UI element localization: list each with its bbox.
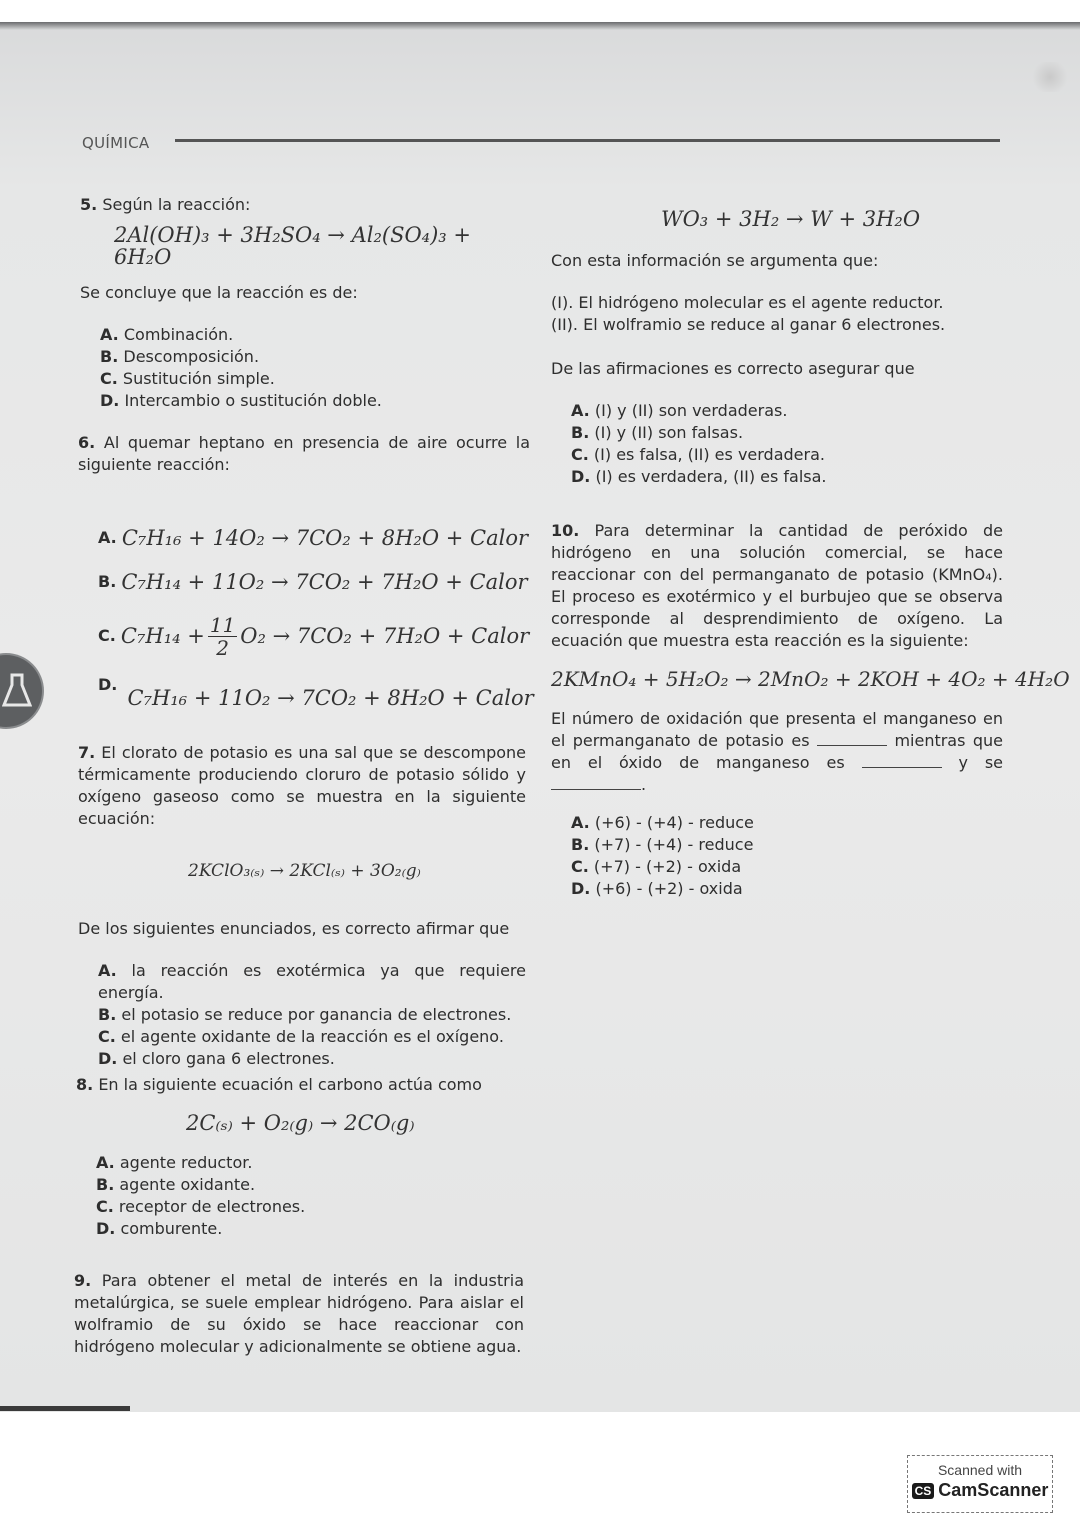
q7-option-b[interactable]: B. el potasio se reduce por ganancia de electrones. [98, 1005, 512, 1024]
q9-equation: WO₃ + 3H₂ → W + 3H₂O [661, 207, 921, 231]
q5-conclusion: Se concluye que la reacción es de: [80, 283, 358, 302]
q5-option-a[interactable]: A. Combinación. [100, 325, 234, 344]
q9-option-c[interactable]: C. (I) es falsa, (II) es verdadera. [571, 445, 825, 464]
q6-option-a[interactable]: A. C₇H₁₆ + 14O₂ → 7CO₂ + 8H₂O + Calor [98, 526, 528, 550]
q7-option-a[interactable]: A. la reacción es exotérmica ya que requiere energía. [98, 961, 526, 1002]
q8-option-c[interactable]: C. receptor de electrones. [96, 1197, 306, 1216]
corner-stain [1030, 62, 1070, 92]
q9-option-b[interactable]: B. (I) y (II) son falsas. [571, 423, 744, 442]
q5-option-b[interactable]: B. Descomposición. [100, 347, 260, 366]
paper-edge-shadow [0, 22, 1080, 30]
q6-option-c[interactable]: C. C₇H₁₄ + $\frac{11}{2}$ O₂ → 7CO₂ + 7H₂O + Calor [98, 612, 530, 660]
q10-fill-sentence: El número de oxidación que presenta el manganeso en el permanganato de potasio es mientras que en el óxido de manganeso es y se . [551, 709, 1004, 794]
bottom-edge-bar [0, 1406, 130, 1411]
q7-equation: 2KClO₃₍ₛ₎ → 2KCl₍ₛ₎ + 3O₂₍g₎ [188, 861, 421, 881]
camscanner-watermark [907, 1455, 1053, 1513]
q6-options [98, 516, 538, 718]
q9-option-a[interactable]: A. (I) y (II) son verdaderas. [571, 401, 788, 420]
q5-stem: Según la reacción: [102, 195, 251, 214]
q7-options [98, 960, 526, 1070]
watermark-brand: CamScanner [938, 1480, 1049, 1500]
q6-option-b[interactable]: B. C₇H₁₄ + 11O₂ → 7CO₂ + 7H₂O + Calor [98, 570, 528, 594]
q5-option-c[interactable]: C. Sustitución simple. [100, 369, 275, 388]
q10-number: 10. [551, 521, 580, 540]
q8-option-d[interactable]: D. comburente. [96, 1219, 223, 1238]
q8-stem: En la siguiente ecuación el carbono actúa como [98, 1075, 482, 1094]
q10-option-b[interactable]: B. (+7) - (+4) - reduce [571, 835, 754, 854]
q9-prompt: De las afirmaciones es correcto asegurar que [551, 359, 915, 378]
q7-option-d[interactable]: D. el cloro gana 6 electrones. [98, 1049, 335, 1068]
q7-stem: El clorato de potasio es una sal que se descompone térmicamente produciendo cloruro de potasio sólido y oxígeno gaseoso como se muestra en la siguiente ecuación: [78, 743, 526, 828]
q10-option-d[interactable]: D. (+6) - (+2) - oxida [571, 879, 743, 898]
question-7 [78, 742, 526, 1070]
question-8 [76, 1074, 528, 1240]
q8-options [96, 1152, 528, 1240]
q10-blank-3[interactable] [551, 775, 641, 790]
q9-stem: Para obtener el metal de interés en la industria metalúrgica, se suele emplear hidrógeno. Para aislar el wolframio de su óxido se hace reaccionar con hidrógeno molecular y adicionalmente se obtiene agua. [74, 1271, 524, 1356]
q10-equation: 2KMnO₄ + 5H₂O₂ → 2MnO₂ + 2KOH + 4O₂ + 4H₂O [551, 667, 1070, 691]
q5-option-d[interactable]: D. Intercambio o sustitución doble. [100, 391, 382, 410]
q9-argument: Con esta información se argumenta que: [551, 251, 879, 270]
q6-fraction: $\frac{11}{2}$ [209, 612, 236, 660]
q5-number: 5. [80, 195, 98, 214]
q9-statement-2: (II). El wolframio se reduce al ganar 6 electrones. [551, 315, 946, 334]
q10-option-c[interactable]: C. (+7) - (+2) - oxida [571, 857, 742, 876]
q10-blank-2[interactable] [862, 753, 942, 768]
q8-option-b[interactable]: B. agente oxidante. [96, 1175, 256, 1194]
q9-option-d[interactable]: D. (I) es verdadera, (II) es falsa. [571, 467, 827, 486]
q8-option-a[interactable]: A. agente reductor. [96, 1153, 253, 1172]
q9-number: 9. [74, 1271, 92, 1290]
q9-statement-1: (I). El hidrógeno molecular es el agente reductor. [551, 293, 944, 312]
question-9-continued [551, 208, 1006, 488]
question-10 [551, 520, 1070, 900]
q6-number: 6. [78, 433, 96, 452]
q10-blank-1[interactable] [817, 731, 887, 746]
q6-option-d[interactable]: D. C₇H₁₆ + 11O₂ → 7CO₂ + 8H₂O + Calor [98, 675, 534, 710]
question-9-stem [74, 1270, 524, 1358]
q5-equation: 2Al(OH)₃ + 3H₂SO₄ → Al₂(SO₄)₃ + 6H₂O [114, 223, 471, 269]
q7-prompt: De los siguientes enunciados, es correcto afirmar que [78, 919, 510, 938]
q10-option-a[interactable]: A. (+6) - (+4) - reduce [571, 813, 754, 832]
question-5 [80, 194, 530, 412]
q8-number: 8. [76, 1075, 94, 1094]
q7-number: 7. [78, 743, 96, 762]
q5-options [100, 324, 530, 412]
camscanner-logo-icon: CS [912, 1483, 935, 1499]
question-6 [78, 432, 530, 476]
watermark-line1: Scanned with [937, 1462, 1023, 1478]
q10-stem: Para determinar la cantidad de peróxido de hidrógeno en una solución comercial, se hace reaccionar con del permanganato de potasio (KMnO₄). El proceso es exotérmico y el burbujeo que se observa corresponde al desprendimiento de oxígeno. La ecuación que muestra esta reacción es la siguiente: [551, 521, 1004, 650]
q6-stem: Al quemar heptano en presencia de aire ocurre la siguiente reacción: [78, 433, 530, 474]
header-rule [175, 139, 1000, 142]
q8-equation: 2C₍ₛ₎ + O₂₍g₎ → 2CO₍g₎ [186, 1111, 415, 1135]
q7-option-c[interactable]: C. el agente oxidante de la reacción es el oxígeno. [98, 1027, 504, 1046]
subject-title: QUÍMICA [82, 134, 150, 152]
q9-options [571, 400, 1006, 488]
q10-options [571, 812, 1003, 900]
